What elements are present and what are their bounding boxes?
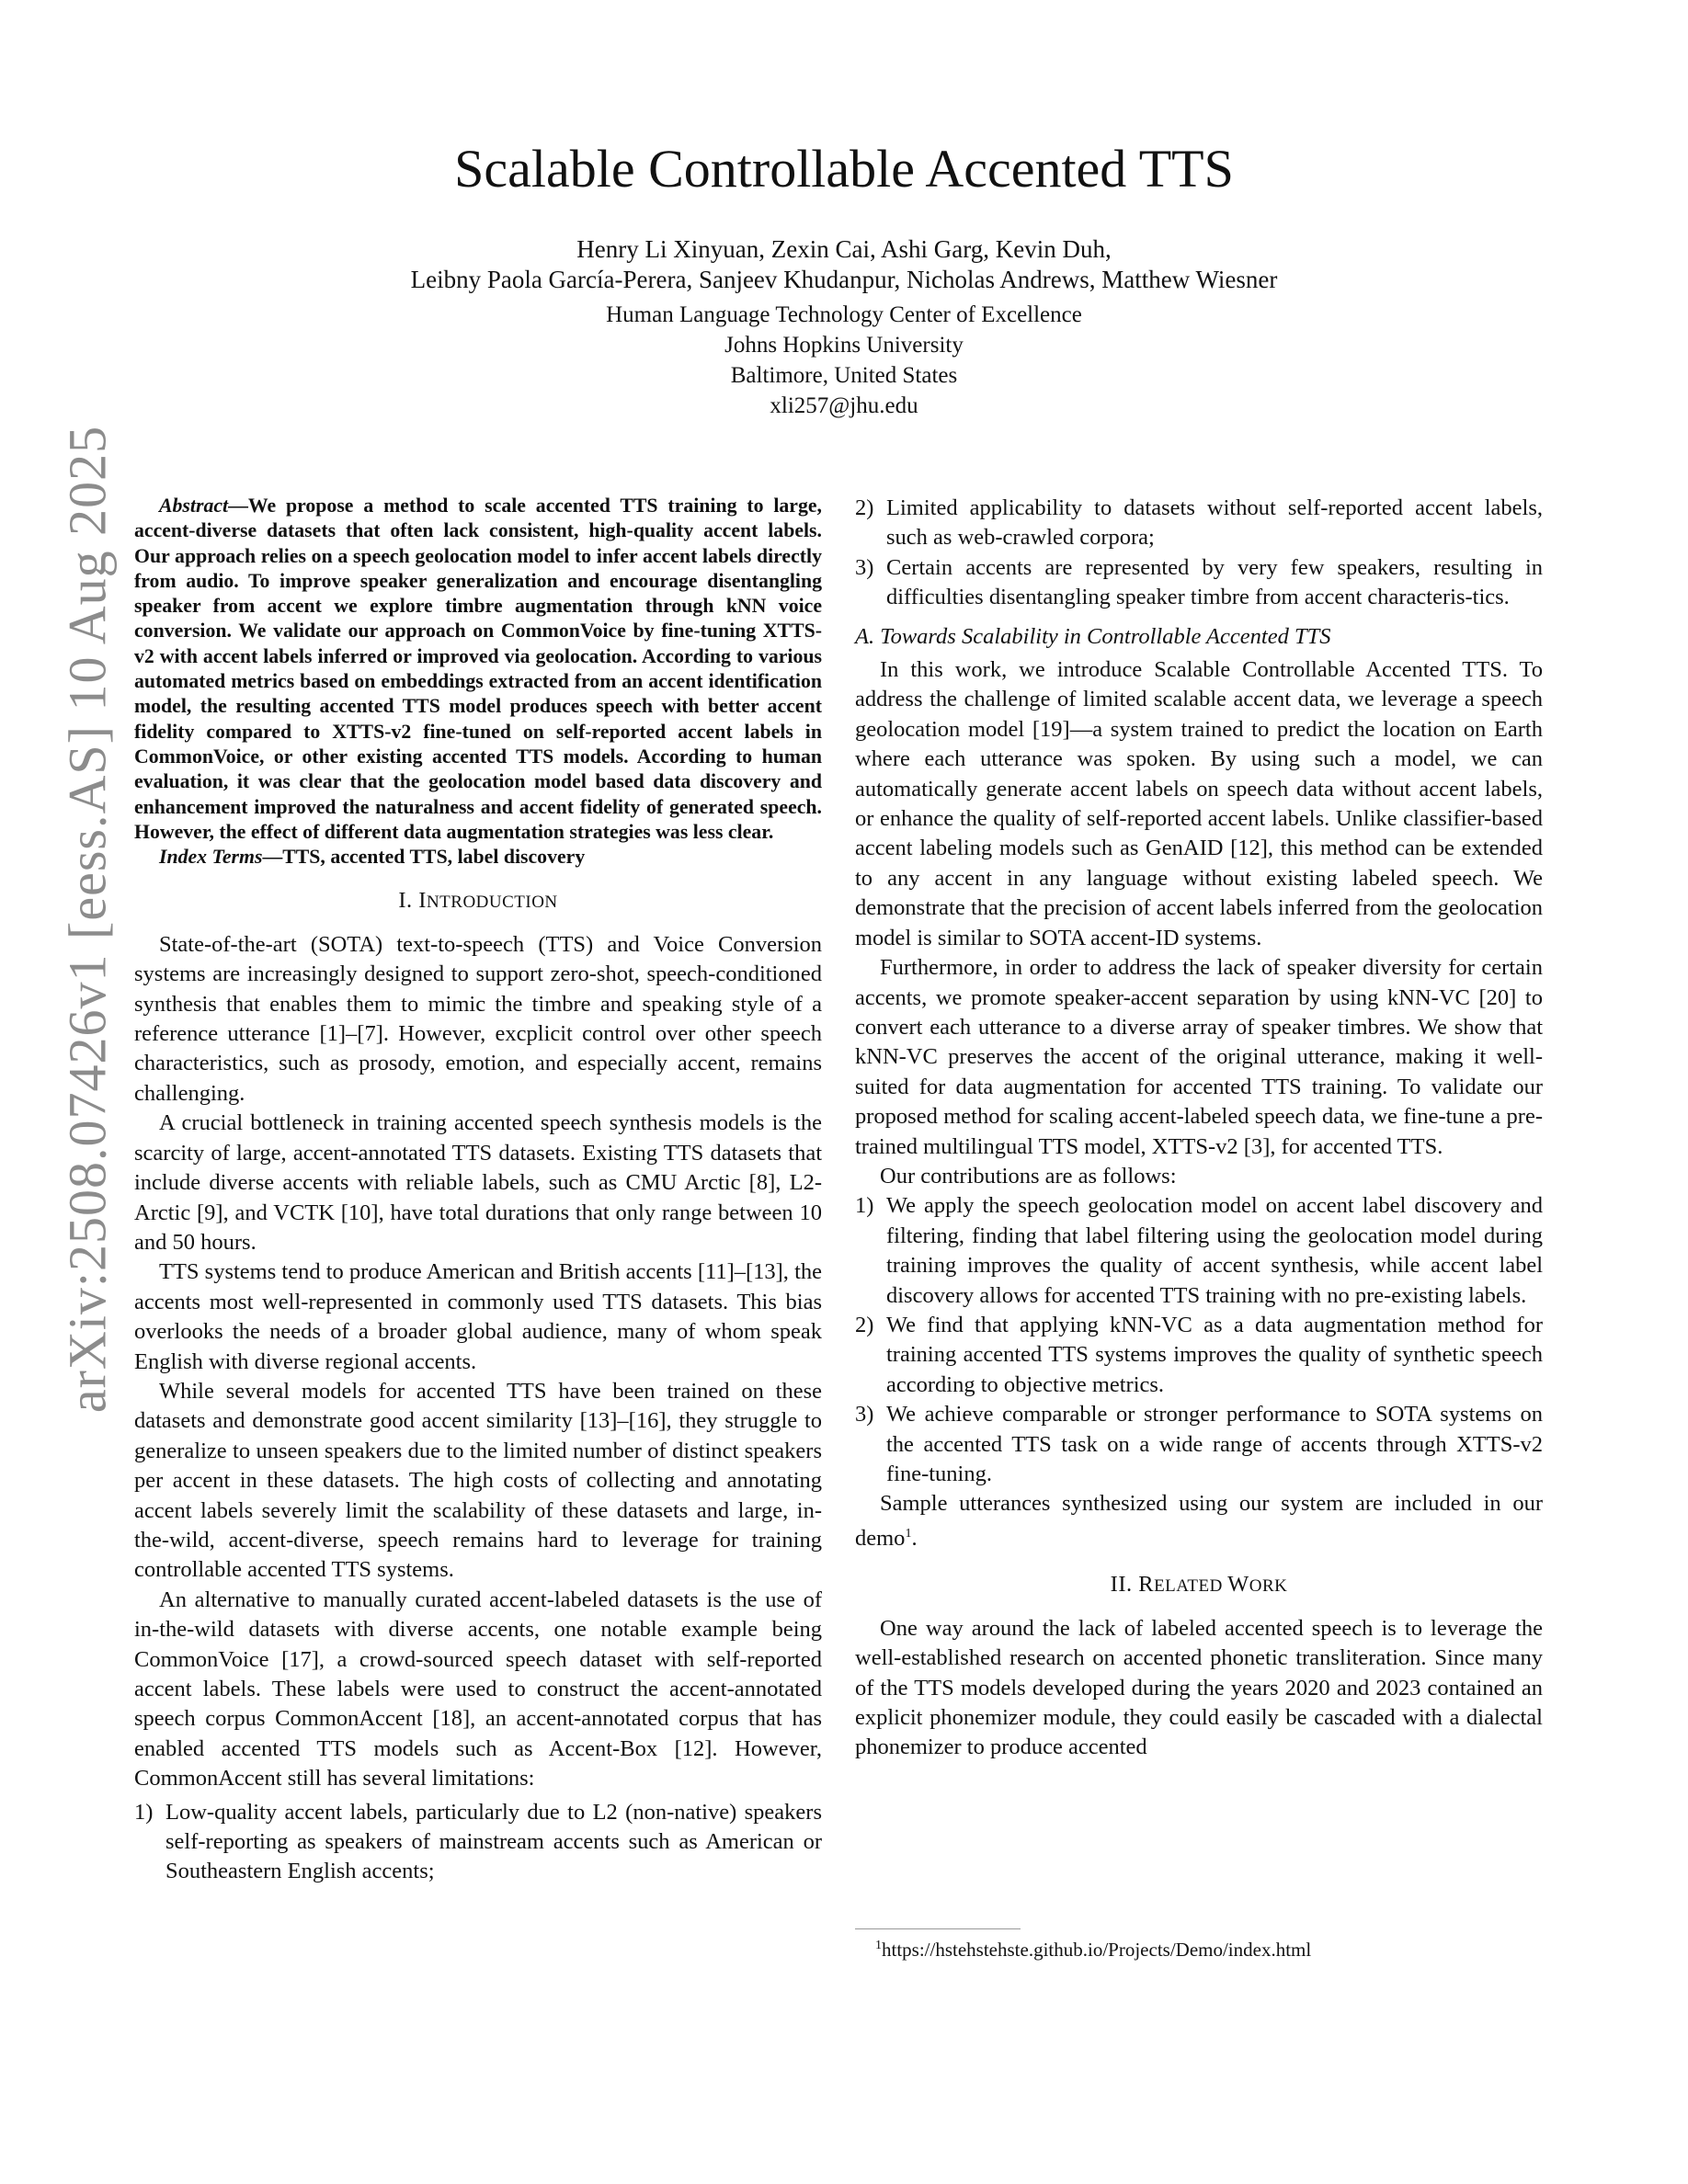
affiliation-center: Human Language Technology Center of Excellence <box>606 302 1082 327</box>
list-item: 2) We find that applying kNN-VC as a data augmentation method for training accented TTS systems improves the quality of synthetic speech according to objective metrics. <box>855 1312 1543 1397</box>
abstract-label: Abstract <box>159 495 229 517</box>
demo-paragraph: Sample utterances synthesized using our system are included in our demo$^1$. <box>855 1491 1543 1551</box>
abstract <box>134 494 822 870</box>
section-heading-related-work: II. RELATED WORK <box>1110 1572 1288 1598</box>
affiliation-university: Johns Hopkins University <box>724 333 964 358</box>
affiliation-location: Baltimore, United States <box>730 363 958 388</box>
list-item: 3) We achieve comparable or stronger performance to SOTA systems on the accented TTS task on a wide range of accents through XTTS-v2 fine-tuning. <box>855 1402 1543 1486</box>
section-heading-introduction: I. INTRODUCTION <box>398 888 558 914</box>
footnote <box>875 1934 1311 1962</box>
paper-title: Scalable Controllable Accented TTS <box>454 139 1234 199</box>
subsection-paragraph-2: Furthermore, in order to address the lack of speaker diversity for certain accents, we promote speaker-accent separation by using kNN-VC [20] to convert each utterance to a diverse array of speaker timbres. We show that kNN-VC preserves the accent of the original utterance, making it well-suited for data augmentation for accented TTS training. To validate our proposed method for scaling accent-labeled speech data, we fine-tune a pre-trained multilingual TTS model, XTTS-v2 [3], for accented TTS. <box>855 955 1543 1159</box>
related-work-paragraph-1: One way around the lack of labeled accented speech is to leverage the well-established research on accented phonetic transliteration. Since many of the TTS models developed during the years 2020 and 2023 contained an explicit phonemizer module, they could easily be cascaded with a dialectal phonemizer to produce accented <box>855 1615 1543 1760</box>
index-terms-label: Index Terms <box>159 846 263 869</box>
footnote-number: 1 <box>875 1939 882 1952</box>
affiliation-block <box>0 300 1688 421</box>
right-column <box>855 494 1543 1763</box>
arxiv-identifier: arXiv:2508.07426v1 [eess.AS] 10 Aug 2025 <box>57 425 118 1414</box>
subsection-heading-scalability: A. Towards Scalability in Controllable Accented TTS <box>855 623 1331 649</box>
abstract-body: —We propose a method to scale accented TTS training to large, accent-diverse datasets that often lack consistent, high-quality accent labels. Our approach relies on a speech geolocation model to infer accent labels directly from audio. To improve speaker generalization and encourage disentangling speaker from accent we explore timbre augmentation through kNN voice conversion. We validate our approach on CommonVoice by fine-tuning XTTS-v2 with accent labels inferred or improved via geolocation. According to various automated metrics based on embeddings extracted from an accent identification model, the resulting accented TTS model produces speech with better accent fidelity compared to XTTS-v2 fine-tuned on self-reported accent labels in CommonVoice, or other existing accented TTS models. According to human evaluation, it was clear that the geolocation model based data discovery and enhancement improved the naturalness and accent fidelity of generated speech. However, the effect of different data augmentation strategies was less clear. <box>134 495 822 843</box>
author-email: xli257@jhu.edu <box>770 393 918 418</box>
list-item: 1) Low-quality accent labels, particularly due to L2 (non-native) speakers self-reporting as speakers of mainstream accents such as American or Southeastern English accents; <box>134 1799 822 1884</box>
left-column <box>134 494 822 1887</box>
authors-line-2: Leibny Paola García-Perera, Sanjeev Khudanpur, Nicholas Andrews, Matthew Wiesner <box>410 266 1278 293</box>
author-list <box>0 234 1688 295</box>
intro-paragraph-1: State-of-the-art (SOTA) text-to-speech (TTS) and Voice Conversion systems are increasingly designed to support zero-shot, speech-conditioned synthesis that enables them to mimic the timbre and speaking style of a reference utterance [1]–[7]. However, excplicit control over other speech characteristics, such as prosody, emotion, and especially accent, remains challenging. <box>134 931 822 1106</box>
list-item: 2) Limited applicability to datasets without self-reported accent labels, such as web-crawled corpora; <box>855 495 1543 551</box>
intro-paragraph-3: TTS systems tend to produce American and British accents [11]–[13], the accents most well-represented in commonly used TTS datasets. This bias overlooks the needs of a broader global audience, many of whom speak English with diverse regional accents. <box>134 1259 822 1374</box>
footnote-divider <box>855 1928 1021 1929</box>
list-item: 1) We apply the speech geolocation model on accent label discovery and filtering, finding that label filtering using the geolocation model during training improves the quality of accent synthesis, while accent label discovery allows for accented TTS training with no pre-existing labels. <box>855 1193 1543 1308</box>
footnote-mark: 1 <box>905 1526 912 1541</box>
intro-paragraph-4: While several models for accented TTS have been trained on these datasets and demonstrate good accent similarity [13]–[16], they struggle to generalize to unseen speakers due to the limited number of distinct speakers per accent in these datasets. The high costs of collecting and annotating accent labels severely limit the scalability of these datasets and large, in-the-wild, accent-diverse, speech remains hard to leverage for training controllable accented TTS systems. <box>134 1378 822 1583</box>
abstract-text <box>134 494 822 845</box>
subsection-paragraph-1: In this work, we introduce Scalable Controllable Accented TTS. To address the challenge of limited scalable accent data, we leverage a speech geolocation model [19]—a system trained to predict the location on Earth where each utterance was spoken. By using such a model, we can automatically generate accent labels on speech data without accent labels, or enhance the quality of self-reported accent labels. Unlike classifier-based accent labeling models such as GenAID [12], this method can be extended to any accent in any language without existing labeled speech. We demonstrate that the precision of accent labels inferred from the geolocation model is similar to SOTA accent-ID systems. <box>855 657 1543 950</box>
limitations-list <box>134 1798 822 1887</box>
limitations-list-continued <box>855 494 1543 613</box>
list-item: 3) Certain accents are represented by very few speakers, resulting in difficulties disentangling speaker timbre from accent characteris-tics. <box>855 554 1543 610</box>
authors-line-1: Henry Li Xinyuan, Zexin Cai, Ashi Garg, Kevin Duh, <box>576 235 1112 263</box>
index-terms <box>134 845 822 870</box>
intro-paragraph-5: An alternative to manually curated accent-labeled datasets is the use of in-the-wild datasets with diverse accents, one notable example being CommonVoice [17], a crowd-sourced speech dataset with self-reported accent labels. These labels were used to construct the accent-annotated speech corpus CommonAccent [18], an accent-annotated corpus that has enabled accented TTS models such as Accent-Box [12]. However, CommonAccent still has several limitations: <box>134 1587 822 1792</box>
subsection-paragraph-3: Our contributions are as follows: <box>880 1163 1177 1189</box>
index-terms-body: —TTS, accented TTS, label discovery <box>262 846 586 869</box>
intro-paragraph-2: A crucial bottleneck in training accented speech synthesis models is the scarcity of large, accent-annotated TTS datasets. Existing TTS datasets that include diverse accents with reliable labels, such as CMU Arctic [8], L2-Arctic [9], and VCTK [10], have total durations that only range between 10 and 50 hours. <box>134 1110 822 1255</box>
footnote-url[interactable]: https://hstehstehste.github.io/Projects/Demo/index.html <box>882 1939 1312 1961</box>
contributions-list <box>855 1191 1543 1489</box>
